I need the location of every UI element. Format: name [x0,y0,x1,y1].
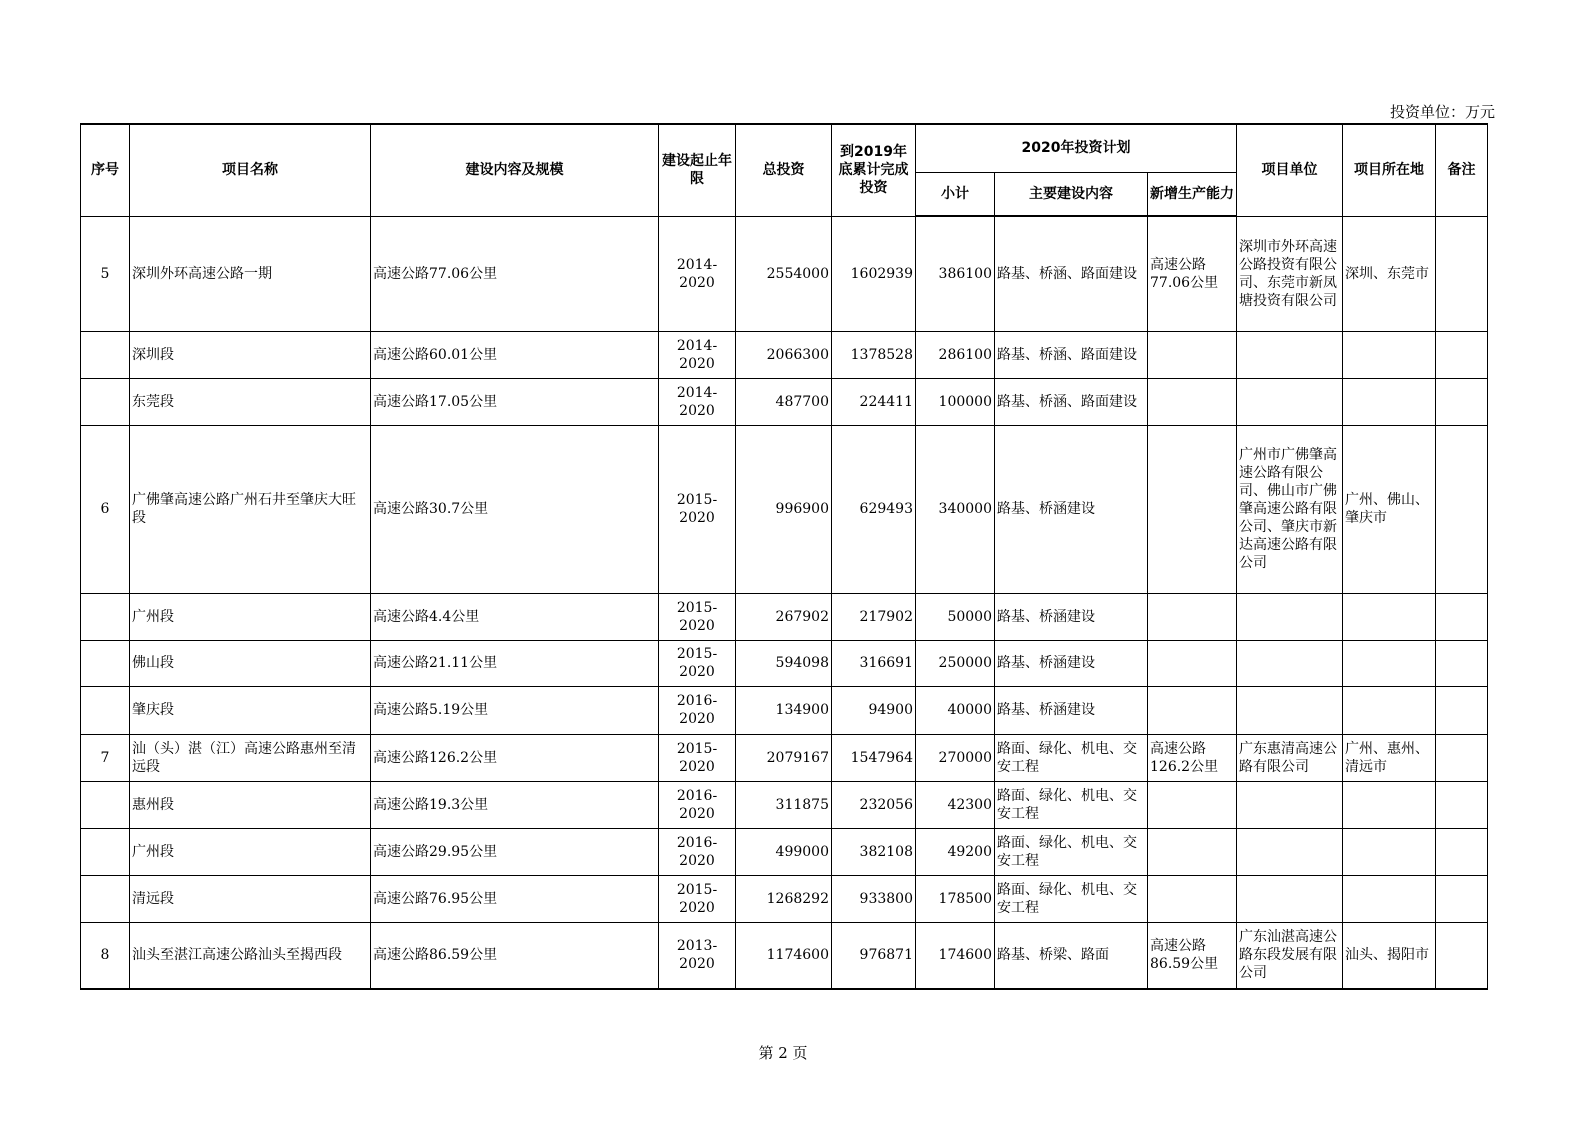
cell-project-unit: 深圳市外环高速公路投资有限公司、东莞市新凤塘投资有限公司 [1237,216,1343,331]
cell-total: 594098 [736,640,832,686]
cell-subtotal: 100000 [916,378,995,425]
cell-main-content: 路基、桥涵、路面建设 [995,216,1148,331]
cell-seq [81,875,130,922]
investment-plan-table [80,123,1488,990]
cell-remarks [1436,640,1488,686]
cell-project-name: 肇庆段 [130,686,371,734]
header-remarks: 备注 [1436,124,1488,216]
cell-new-capacity [1148,686,1237,734]
cell-project-name: 佛山段 [130,640,371,686]
cell-location [1343,781,1436,828]
cell-subtotal: 40000 [916,686,995,734]
cell-project-unit: 广州市广佛肇高速公路有限公司、佛山市广佛肇高速公路有限公司、肇庆市新达高速公路有限公司 [1237,425,1343,593]
cell-total: 2554000 [736,216,832,331]
cell-location [1343,640,1436,686]
cell-scope: 高速公路19.3公里 [371,781,659,828]
cell-main-content: 路基、桥涵建设 [995,593,1148,640]
table-row [81,640,1488,686]
cell-seq: 6 [81,425,130,593]
cell-project-unit [1237,640,1343,686]
cell-total: 2079167 [736,734,832,781]
header-new-capacity: 新增生产能力 [1148,172,1237,216]
page-number: 第 2 页 [758,1044,808,1062]
header-plan-2020: 2020年投资计划 [916,124,1237,172]
cell-main-content: 路基、桥涵、路面建设 [995,378,1148,425]
header-scope: 建设内容及规模 [371,124,659,216]
cell-project-unit [1237,378,1343,425]
cell-remarks [1436,828,1488,875]
cell-cumulative: 217902 [832,593,916,640]
cell-location [1343,331,1436,378]
header-period: 建设起止年限 [659,124,736,216]
cell-new-capacity: 高速公路86.59公里 [1148,922,1237,989]
cell-scope: 高速公路5.19公里 [371,686,659,734]
cell-project-name: 深圳段 [130,331,371,378]
cell-remarks [1436,593,1488,640]
cell-seq [81,378,130,425]
cell-scope: 高速公路4.4公里 [371,593,659,640]
cell-scope: 高速公路30.7公里 [371,425,659,593]
cell-remarks [1436,686,1488,734]
cell-new-capacity [1148,425,1237,593]
cell-project-name: 惠州段 [130,781,371,828]
cell-remarks [1436,922,1488,989]
cell-project-name: 东莞段 [130,378,371,425]
cell-location [1343,686,1436,734]
cell-cumulative: 629493 [832,425,916,593]
table-row [81,425,1488,593]
cell-project-name: 深圳外环高速公路一期 [130,216,371,331]
table-header [81,124,1488,216]
cell-cumulative: 1378528 [832,331,916,378]
cell-total: 499000 [736,828,832,875]
cell-remarks [1436,875,1488,922]
cell-cumulative: 382108 [832,828,916,875]
cell-scope: 高速公路86.59公里 [371,922,659,989]
cell-remarks [1436,216,1488,331]
cell-period: 2014-2020 [659,331,736,378]
cell-seq [81,593,130,640]
cell-subtotal: 174600 [916,922,995,989]
cell-scope: 高速公路126.2公里 [371,734,659,781]
cell-seq: 8 [81,922,130,989]
cell-main-content: 路面、绿化、机电、交安工程 [995,875,1148,922]
cell-subtotal: 50000 [916,593,995,640]
cell-seq [81,686,130,734]
header-subtotal: 小计 [916,172,995,216]
cell-period: 2014-2020 [659,216,736,331]
cell-subtotal: 250000 [916,640,995,686]
cell-scope: 高速公路29.95公里 [371,828,659,875]
cell-new-capacity: 高速公路77.06公里 [1148,216,1237,331]
cell-total: 267902 [736,593,832,640]
cell-location: 广州、惠州、清远市 [1343,734,1436,781]
cell-seq [81,640,130,686]
cell-seq: 7 [81,734,130,781]
cell-scope: 高速公路60.01公里 [371,331,659,378]
cell-location [1343,593,1436,640]
cell-cumulative: 94900 [832,686,916,734]
cell-project-unit [1237,686,1343,734]
cell-total: 2066300 [736,331,832,378]
header-project-name: 项目名称 [130,124,371,216]
cell-main-content: 路面、绿化、机电、交安工程 [995,828,1148,875]
header-total-investment: 总投资 [736,124,832,216]
table-row [81,781,1488,828]
cell-scope: 高速公路76.95公里 [371,875,659,922]
table-row [81,922,1488,989]
cell-project-unit [1237,781,1343,828]
cell-remarks [1436,781,1488,828]
cell-main-content: 路面、绿化、机电、交安工程 [995,734,1148,781]
cell-project-name: 广州段 [130,593,371,640]
cell-remarks [1436,378,1488,425]
cell-location: 深圳、东莞市 [1343,216,1436,331]
cell-period: 2015-2020 [659,875,736,922]
cell-scope: 高速公路17.05公里 [371,378,659,425]
cell-project-unit: 广东惠清高速公路有限公司 [1237,734,1343,781]
cell-project-name: 清远段 [130,875,371,922]
cell-cumulative: 1602939 [832,216,916,331]
header-project-unit: 项目单位 [1237,124,1343,216]
cell-total: 1268292 [736,875,832,922]
cell-scope: 高速公路21.11公里 [371,640,659,686]
table-row [81,331,1488,378]
header-location: 项目所在地 [1343,124,1436,216]
cell-period: 2016-2020 [659,828,736,875]
cell-subtotal: 386100 [916,216,995,331]
cell-location [1343,828,1436,875]
cell-cumulative: 1547964 [832,734,916,781]
cell-new-capacity [1148,331,1237,378]
cell-project-unit [1237,875,1343,922]
cell-period: 2015-2020 [659,734,736,781]
cell-location [1343,378,1436,425]
cell-project-name: 广州段 [130,828,371,875]
cell-cumulative: 224411 [832,378,916,425]
table-row [81,875,1488,922]
cell-cumulative: 976871 [832,922,916,989]
cell-subtotal: 286100 [916,331,995,378]
cell-subtotal: 270000 [916,734,995,781]
cell-seq: 5 [81,216,130,331]
table-row [81,378,1488,425]
cell-seq [81,828,130,875]
cell-total: 1174600 [736,922,832,989]
cell-location: 广州、佛山、肇庆市 [1343,425,1436,593]
cell-main-content: 路基、桥涵建设 [995,640,1148,686]
cell-seq [81,331,130,378]
cell-location: 汕头、揭阳市 [1343,922,1436,989]
table-row [81,216,1488,331]
cell-total: 134900 [736,686,832,734]
cell-period: 2013-2020 [659,922,736,989]
cell-project-name: 广佛肇高速公路广州石井至肇庆大旺段 [130,425,371,593]
cell-subtotal: 49200 [916,828,995,875]
cell-new-capacity [1148,875,1237,922]
cell-main-content: 路面、绿化、机电、交安工程 [995,781,1148,828]
cell-remarks [1436,734,1488,781]
cell-period: 2016-2020 [659,781,736,828]
cell-total: 487700 [736,378,832,425]
cell-main-content: 路基、桥涵建设 [995,425,1148,593]
cell-main-content: 路基、桥涵、路面建设 [995,331,1148,378]
table-row [81,734,1488,781]
header-seq: 序号 [81,124,130,216]
cell-location [1343,875,1436,922]
cell-subtotal: 42300 [916,781,995,828]
cell-project-unit [1237,828,1343,875]
cell-main-content: 路基、桥涵建设 [995,686,1148,734]
cell-project-unit: 广东汕湛高速公路东段发展有限公司 [1237,922,1343,989]
cell-period: 2016-2020 [659,686,736,734]
cell-new-capacity [1148,378,1237,425]
investment-unit-label: 投资单位：万元 [1389,103,1495,121]
cell-period: 2014-2020 [659,378,736,425]
cell-new-capacity: 高速公路126.2公里 [1148,734,1237,781]
cell-cumulative: 316691 [832,640,916,686]
cell-remarks [1436,331,1488,378]
cell-total: 311875 [736,781,832,828]
cell-new-capacity [1148,640,1237,686]
header-main-content: 主要建设内容 [995,172,1148,216]
cell-main-content: 路基、桥梁、路面 [995,922,1148,989]
table-row [81,828,1488,875]
cell-period: 2015-2020 [659,425,736,593]
cell-cumulative: 232056 [832,781,916,828]
cell-cumulative: 933800 [832,875,916,922]
cell-scope: 高速公路77.06公里 [371,216,659,331]
cell-new-capacity [1148,781,1237,828]
table-row [81,686,1488,734]
cell-period: 2015-2020 [659,640,736,686]
cell-period: 2015-2020 [659,593,736,640]
cell-subtotal: 340000 [916,425,995,593]
cell-new-capacity [1148,828,1237,875]
cell-project-unit [1237,593,1343,640]
table-row [81,593,1488,640]
cell-new-capacity [1148,593,1237,640]
cell-remarks [1436,425,1488,593]
cell-project-unit [1237,331,1343,378]
cell-subtotal: 178500 [916,875,995,922]
header-cumulative-investment: 到2019年底累计完成投资 [832,124,916,216]
cell-seq [81,781,130,828]
cell-total: 996900 [736,425,832,593]
cell-project-name: 汕头至湛江高速公路汕头至揭西段 [130,922,371,989]
table-body [81,216,1488,989]
cell-project-name: 汕（头）湛（江）高速公路惠州至清远段 [130,734,371,781]
